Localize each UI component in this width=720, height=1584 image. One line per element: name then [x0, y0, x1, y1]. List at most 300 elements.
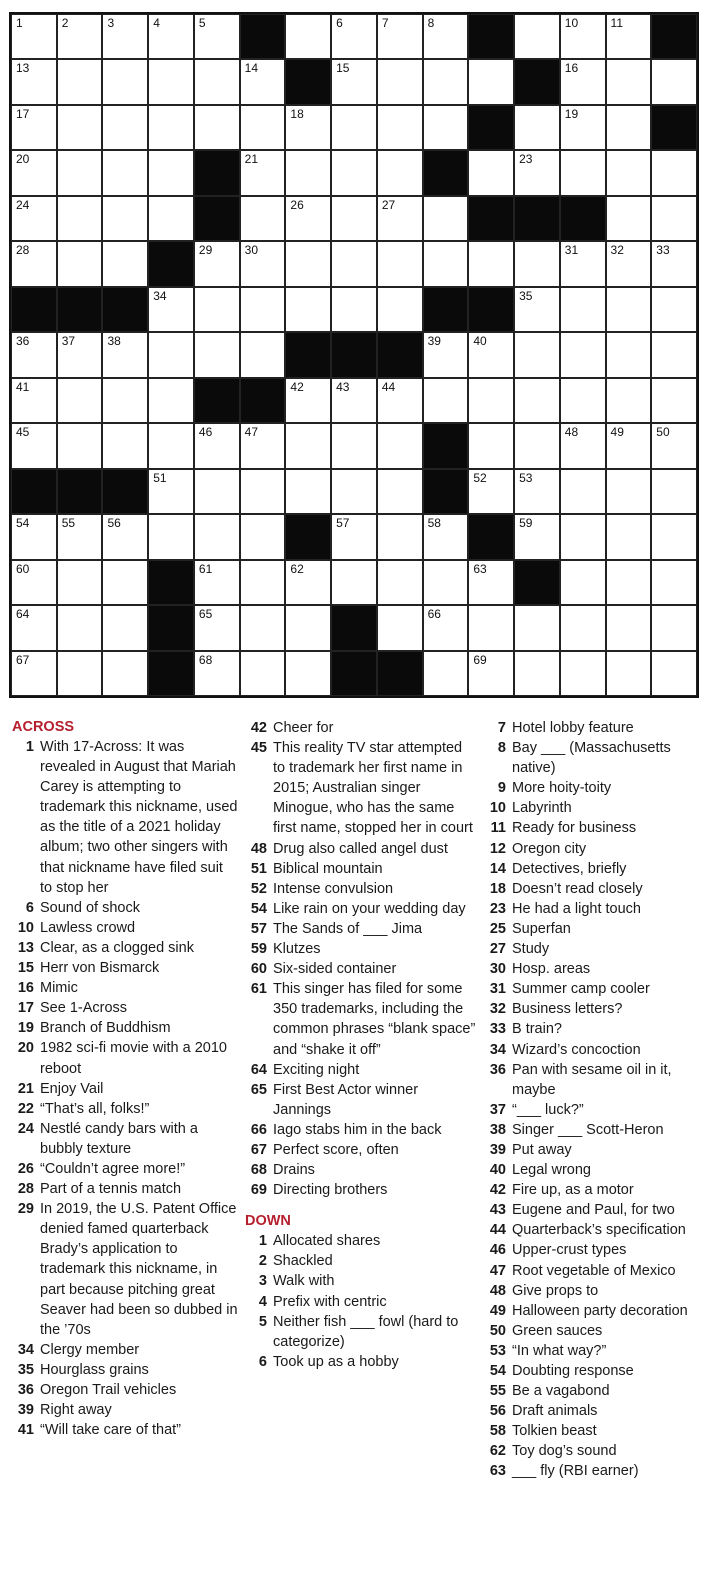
grid-cell-black: [148, 605, 194, 650]
grid-cell[interactable]: [57, 332, 103, 377]
grid-cell[interactable]: [651, 196, 697, 241]
grid-cell[interactable]: [377, 196, 423, 241]
clue-number: 14: [489, 860, 506, 877]
grid-cell[interactable]: [148, 287, 194, 332]
clue-number: 39: [489, 1141, 506, 1158]
clue-number: 42: [489, 1182, 506, 1199]
grid-cell[interactable]: [606, 14, 652, 59]
grid-cell[interactable]: [651, 423, 697, 468]
clue-number: 48: [250, 840, 267, 857]
grid-cell[interactable]: [423, 105, 469, 150]
grid-cell[interactable]: [194, 105, 240, 150]
grid-cell[interactable]: [377, 560, 423, 605]
clue-item: [484, 1019, 714, 1039]
grid-cell[interactable]: [560, 332, 606, 377]
grid-cell[interactable]: [102, 514, 148, 559]
grid-cell-black: [468, 105, 514, 150]
grid-cell[interactable]: [651, 241, 697, 286]
cell-number: 64: [16, 607, 30, 622]
grid-cell[interactable]: [285, 150, 331, 195]
grid-cell[interactable]: [285, 651, 331, 696]
grid-cell[interactable]: [148, 14, 194, 59]
clue-number: 48: [489, 1282, 506, 1299]
clue-number: 10: [17, 919, 34, 936]
grid-cell[interactable]: [606, 605, 652, 650]
grid-cell[interactable]: [606, 514, 652, 559]
grid-cell[interactable]: [377, 423, 423, 468]
grid-cell[interactable]: [560, 423, 606, 468]
clue-number: 64: [250, 1061, 267, 1078]
grid-cell[interactable]: [240, 241, 286, 286]
clue-text: Give props to: [512, 1282, 599, 1299]
grid-cell[interactable]: [377, 605, 423, 650]
clue-number: 51: [250, 860, 267, 877]
grid-cell[interactable]: [57, 514, 103, 559]
clue-text: Neither fish ___ fowl (hard to categorize): [273, 1313, 459, 1350]
cell-number: 38: [107, 334, 121, 349]
grid-cell[interactable]: [240, 59, 286, 104]
clue-text: Lawless crowd: [40, 919, 136, 936]
grid-cell[interactable]: [194, 14, 240, 59]
grid-cell[interactable]: [331, 423, 377, 468]
grid-cell[interactable]: [514, 605, 560, 650]
grid-cell[interactable]: [57, 196, 103, 241]
grid-cell[interactable]: [148, 105, 194, 150]
cell-number: 26: [290, 197, 304, 212]
clue-text: Ready for business: [512, 820, 637, 837]
grid-cell[interactable]: [331, 14, 377, 59]
grid-cell[interactable]: [606, 651, 652, 696]
cell-number: 58: [427, 516, 441, 531]
grid-cell[interactable]: [194, 241, 240, 286]
grid-cell[interactable]: [423, 59, 469, 104]
clue-item: [484, 1200, 714, 1220]
grid-cell[interactable]: [331, 469, 377, 514]
grid-cell[interactable]: [148, 514, 194, 559]
grid-cell[interactable]: [102, 59, 148, 104]
grid-cell[interactable]: [377, 514, 423, 559]
cell-number: 13: [16, 61, 30, 76]
clue-item: [484, 1441, 714, 1461]
grid-cell[interactable]: [651, 605, 697, 650]
grid-cell[interactable]: [423, 560, 469, 605]
across-heading: ACROSS: [12, 719, 75, 735]
grid-cell[interactable]: [468, 150, 514, 195]
cell-number: 2: [61, 16, 69, 30]
cell-number: 8: [427, 16, 435, 30]
clue-item: [245, 1231, 477, 1251]
grid-cell[interactable]: [102, 332, 148, 377]
clue-text: Study: [512, 941, 550, 958]
grid-cell[interactable]: [377, 241, 423, 286]
grid-cell[interactable]: [606, 241, 652, 286]
grid-cell[interactable]: [240, 332, 286, 377]
grid-cell[interactable]: [377, 59, 423, 104]
grid-cell[interactable]: [514, 14, 560, 59]
grid-cell[interactable]: [102, 196, 148, 241]
clue-number: 10: [489, 800, 506, 817]
grid-cell[interactable]: [468, 469, 514, 514]
grid-cell[interactable]: [514, 105, 560, 150]
grid-cell[interactable]: [285, 241, 331, 286]
grid-cell[interactable]: [285, 423, 331, 468]
grid-cell[interactable]: [11, 241, 57, 286]
grid-cell[interactable]: [194, 287, 240, 332]
clue-number: 2: [258, 1253, 267, 1270]
clue-text: Prefix with centric: [273, 1293, 387, 1310]
grid-cell[interactable]: [11, 332, 57, 377]
clue-item: [12, 1079, 238, 1099]
grid-cell[interactable]: [240, 150, 286, 195]
grid-cell[interactable]: [194, 469, 240, 514]
clue-text: The Sands of ___ Jima: [273, 920, 423, 937]
clue-text: This singer has filed for some 350 trademarks, including the common phrases “blank space” and “shake it off”: [273, 981, 476, 1058]
grid-cell[interactable]: [560, 514, 606, 559]
grid-cell[interactable]: [651, 287, 697, 332]
grid-cell[interactable]: [514, 332, 560, 377]
grid-cell[interactable]: [57, 423, 103, 468]
clue-number: 21: [17, 1080, 34, 1097]
clue-item: [245, 1180, 477, 1200]
grid-cell[interactable]: [468, 423, 514, 468]
clue-text: Labyrinth: [512, 800, 572, 817]
clue-number: 39: [17, 1402, 34, 1419]
grid-cell[interactable]: [240, 560, 286, 605]
grid-cell-black: [240, 14, 286, 59]
grid-cell[interactable]: [560, 14, 606, 59]
grid-cell[interactable]: [57, 241, 103, 286]
clue-item: [245, 1140, 477, 1160]
grid-cell[interactable]: [194, 59, 240, 104]
clue-number: 15: [17, 960, 34, 977]
clue-text: Bay ___ (Massachusetts native): [512, 740, 671, 777]
clue-number: 11: [490, 820, 506, 837]
grid-cell[interactable]: [331, 514, 377, 559]
grid-cell[interactable]: [606, 469, 652, 514]
grid-cell-black: [468, 14, 514, 59]
grid-cell[interactable]: [423, 605, 469, 650]
grid-cell[interactable]: [148, 378, 194, 423]
grid-cell[interactable]: [606, 59, 652, 104]
cell-number: 20: [16, 152, 30, 167]
grid-cell[interactable]: [560, 287, 606, 332]
cell-number: 34: [153, 288, 167, 303]
grid-cell[interactable]: [285, 287, 331, 332]
grid-cell[interactable]: [285, 560, 331, 605]
across-clue-list: [12, 737, 238, 1440]
grid-cell[interactable]: [285, 14, 331, 59]
cell-number: 50: [656, 425, 670, 440]
grid-cell[interactable]: [606, 287, 652, 332]
grid-cell[interactable]: [606, 378, 652, 423]
grid-cell[interactable]: [240, 423, 286, 468]
grid-cell[interactable]: [514, 241, 560, 286]
grid-cell[interactable]: [651, 378, 697, 423]
cell-number: 62: [290, 561, 304, 576]
grid-cell[interactable]: [606, 560, 652, 605]
grid-cell[interactable]: [606, 332, 652, 377]
grid-cell[interactable]: [560, 605, 606, 650]
grid-cell[interactable]: [514, 469, 560, 514]
clue-number: 35: [17, 1361, 34, 1378]
grid-cell[interactable]: [331, 59, 377, 104]
grid-cell[interactable]: [285, 605, 331, 650]
grid-cell[interactable]: [194, 423, 240, 468]
grid-cell-black: [651, 14, 697, 59]
grid-cell[interactable]: [331, 196, 377, 241]
grid-cell[interactable]: [148, 469, 194, 514]
cell-number: 48: [564, 425, 579, 440]
clue-item: [484, 1040, 714, 1060]
clue-item: [484, 1220, 714, 1240]
grid-cell[interactable]: [57, 560, 103, 605]
grid-cell[interactable]: [651, 469, 697, 514]
clues-section: [0, 718, 720, 1578]
clue-text: Doesn’t read closely: [512, 880, 643, 897]
clue-number: 46: [489, 1242, 506, 1259]
clue-number: 16: [17, 980, 34, 997]
clue-text: Six-sided container: [273, 961, 397, 978]
grid-cell[interactable]: [423, 332, 469, 377]
cell-number: 46: [198, 425, 213, 440]
grid-cell[interactable]: [331, 105, 377, 150]
grid-cell[interactable]: [194, 514, 240, 559]
grid-cell[interactable]: [651, 651, 697, 696]
clue-item: [245, 718, 477, 738]
grid-cell[interactable]: [57, 105, 103, 150]
grid-cell[interactable]: [57, 651, 103, 696]
grid-cell[interactable]: [11, 423, 57, 468]
grid-cell[interactable]: [102, 14, 148, 59]
clue-number: 20: [17, 1040, 34, 1057]
grid-cell[interactable]: [560, 241, 606, 286]
grid-cell-black: [377, 651, 423, 696]
clue-item: [12, 1018, 238, 1038]
grid-cell[interactable]: [468, 332, 514, 377]
grid-cell[interactable]: [102, 150, 148, 195]
grid-cell[interactable]: [331, 378, 377, 423]
grid-cell[interactable]: [11, 560, 57, 605]
grid-cell[interactable]: [11, 196, 57, 241]
clue-item: [484, 718, 714, 738]
grid-cell[interactable]: [102, 423, 148, 468]
grid-cell[interactable]: [606, 196, 652, 241]
clue-item: [484, 1240, 714, 1260]
clue-number: 36: [17, 1382, 34, 1398]
grid-cell[interactable]: [240, 196, 286, 241]
grid-cell[interactable]: [194, 605, 240, 650]
grid-cell[interactable]: [468, 241, 514, 286]
grid-cell[interactable]: [468, 560, 514, 605]
clue-text: Herr von Bismarck: [40, 960, 160, 977]
clue-item: [484, 738, 714, 778]
clue-number: 23: [489, 900, 506, 917]
clue-item: [484, 919, 714, 939]
grid-cell[interactable]: [148, 423, 194, 468]
grid-cell[interactable]: [11, 378, 57, 423]
grid-cell[interactable]: [102, 651, 148, 696]
grid-cell[interactable]: [514, 287, 560, 332]
clue-text: Oregon Trail vehicles: [40, 1382, 177, 1398]
grid-cell[interactable]: [514, 423, 560, 468]
clue-number: 41: [17, 1422, 34, 1439]
clue-number: 34: [17, 1341, 34, 1358]
grid-cell-black: [285, 332, 331, 377]
clue-text: Tolkien beast: [512, 1423, 597, 1440]
clue-item: [245, 1120, 477, 1140]
cell-number: 56: [107, 516, 121, 531]
grid-cell[interactable]: [606, 150, 652, 195]
clue-number: 58: [489, 1423, 506, 1440]
clue-text: This reality TV star attempted to trademark her first name in 2015; Australian singer Minogue, who has the same first name, stopped her in court: [273, 740, 473, 837]
grid-cell-black: [468, 514, 514, 559]
clue-item: [484, 1140, 714, 1160]
cell-number: 4: [153, 16, 160, 30]
grid-cell[interactable]: [57, 378, 103, 423]
grid-cell[interactable]: [194, 651, 240, 696]
grid-cell[interactable]: [560, 651, 606, 696]
grid-cell[interactable]: [468, 378, 514, 423]
clue-number: 66: [250, 1121, 267, 1138]
grid-cell[interactable]: [102, 605, 148, 650]
clue-item: [484, 1401, 714, 1421]
grid-cell[interactable]: [148, 59, 194, 104]
grid-cell[interactable]: [285, 196, 331, 241]
grid-cell[interactable]: [514, 651, 560, 696]
grid-cell[interactable]: [423, 651, 469, 696]
cell-number: 37: [61, 334, 76, 349]
grid-cell[interactable]: [560, 105, 606, 150]
cell-number: 45: [16, 425, 30, 440]
cell-number: 19: [564, 106, 579, 121]
grid-cell[interactable]: [102, 378, 148, 423]
grid-cell[interactable]: [11, 651, 57, 696]
grid-cell[interactable]: [423, 196, 469, 241]
across-clue-list-continued: [245, 718, 477, 1200]
grid-cell[interactable]: [651, 514, 697, 559]
clue-text: Wizard’s concoction: [512, 1041, 641, 1058]
clue-item: [12, 1179, 238, 1199]
grid-cell-black: [285, 59, 331, 104]
grid-cell[interactable]: [11, 14, 57, 59]
cell-number: 7: [381, 16, 389, 30]
grid-cell[interactable]: [468, 59, 514, 104]
grid-cell[interactable]: [423, 514, 469, 559]
grid-cell[interactable]: [651, 59, 697, 104]
grid-cell[interactable]: [240, 469, 286, 514]
clue-item: [245, 899, 477, 919]
grid-cell[interactable]: [285, 469, 331, 514]
grid-cell[interactable]: [423, 14, 469, 59]
grid-cell[interactable]: [514, 150, 560, 195]
grid-cell[interactable]: [377, 378, 423, 423]
grid-cell[interactable]: [606, 105, 652, 150]
grid-cell[interactable]: [148, 150, 194, 195]
grid-cell-black: [468, 287, 514, 332]
clue-item: [484, 1341, 714, 1361]
grid-cell[interactable]: [560, 560, 606, 605]
grid-cell[interactable]: [377, 150, 423, 195]
cell-number: 40: [473, 334, 487, 349]
grid-cell[interactable]: [11, 105, 57, 150]
grid-cell[interactable]: [331, 287, 377, 332]
grid-cell[interactable]: [102, 105, 148, 150]
grid-cell[interactable]: [651, 150, 697, 195]
grid-cell[interactable]: [57, 605, 103, 650]
grid-cell[interactable]: [468, 605, 514, 650]
grid-cell[interactable]: [57, 150, 103, 195]
grid-cell[interactable]: [331, 150, 377, 195]
clue-item: [12, 737, 238, 898]
grid-cell[interactable]: [57, 14, 103, 59]
grid-cell[interactable]: [560, 59, 606, 104]
grid-cell[interactable]: [560, 469, 606, 514]
grid-cell[interactable]: [240, 105, 286, 150]
clue-number: 32: [489, 1001, 506, 1018]
grid-cell[interactable]: [11, 150, 57, 195]
clue-text: “Couldn’t agree more!”: [40, 1160, 186, 1177]
grid-cell[interactable]: [240, 514, 286, 559]
grid-cell-black: [11, 469, 57, 514]
grid-cell[interactable]: [11, 514, 57, 559]
grid-cell[interactable]: [606, 423, 652, 468]
grid-cell[interactable]: [194, 332, 240, 377]
grid-cell[interactable]: [377, 105, 423, 150]
grid-cell[interactable]: [651, 332, 697, 377]
grid-cell[interactable]: [285, 105, 331, 150]
clue-text: Toy dog’s sound: [512, 1443, 617, 1460]
grid-cell[interactable]: [560, 378, 606, 423]
grid-cell[interactable]: [651, 560, 697, 605]
cell-number: 3: [107, 16, 115, 30]
grid-cell[interactable]: [285, 378, 331, 423]
grid-cell[interactable]: [240, 651, 286, 696]
grid-cell[interactable]: [331, 560, 377, 605]
clue-text: Sound of shock: [40, 899, 140, 916]
grid-cell[interactable]: [377, 14, 423, 59]
grid-cell[interactable]: [102, 560, 148, 605]
grid-cell[interactable]: [514, 514, 560, 559]
clue-number: 36: [489, 1061, 506, 1078]
grid-cell[interactable]: [11, 605, 57, 650]
grid-cell[interactable]: [148, 332, 194, 377]
grid-cell[interactable]: [148, 196, 194, 241]
clue-number: 38: [489, 1121, 506, 1138]
grid-cell[interactable]: [423, 378, 469, 423]
grid-cell[interactable]: [102, 241, 148, 286]
grid-cell[interactable]: [331, 241, 377, 286]
grid-cell[interactable]: [194, 560, 240, 605]
cell-number: 41: [16, 379, 30, 394]
grid-cell[interactable]: [514, 378, 560, 423]
clue-column-2: [245, 718, 477, 1372]
grid-cell[interactable]: [240, 287, 286, 332]
grid-cell[interactable]: [11, 59, 57, 104]
down-heading: DOWN: [245, 1213, 291, 1230]
grid-cell[interactable]: [423, 241, 469, 286]
grid-cell[interactable]: [377, 287, 423, 332]
clue-item: [245, 1312, 477, 1352]
grid-cell[interactable]: [377, 469, 423, 514]
grid-cell[interactable]: [560, 150, 606, 195]
grid-cell[interactable]: [240, 605, 286, 650]
grid-cell[interactable]: [57, 59, 103, 104]
clue-number: 45: [250, 740, 267, 757]
clue-text: Allocated shares: [273, 1233, 381, 1250]
clue-text: Drug also called angel dust: [273, 840, 448, 857]
grid-cell[interactable]: [468, 651, 514, 696]
cell-number: 60: [16, 561, 30, 576]
